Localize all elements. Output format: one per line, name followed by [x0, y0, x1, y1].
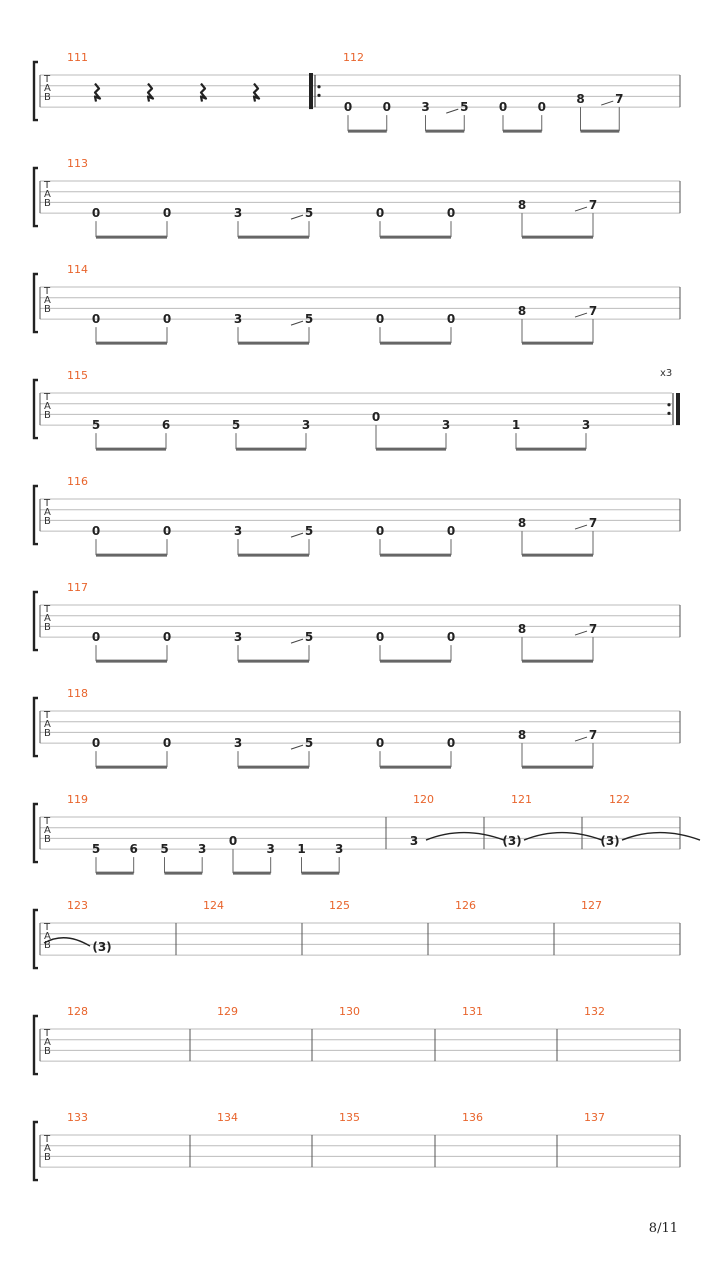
fret-number: 5 — [91, 842, 101, 857]
fret-number: 6 — [161, 418, 171, 433]
system-bracket — [34, 592, 38, 650]
measure-number: 122 — [609, 793, 630, 806]
system-bracket — [34, 380, 38, 438]
fret-number: 0 — [228, 834, 238, 849]
fret-number: 3 — [421, 100, 430, 115]
measure-number: 123 — [67, 899, 88, 912]
tab-letter-a: A — [44, 507, 51, 518]
fret-number: 0 — [375, 736, 385, 751]
measure-number: 127 — [581, 899, 602, 912]
fret-number: 8 — [517, 622, 527, 637]
fret-number: 7 — [588, 622, 598, 637]
tab-letter-b: B — [44, 1152, 51, 1163]
measure-number: 126 — [455, 899, 476, 912]
fret-number: 3 — [266, 842, 275, 857]
tab-letter-t: T — [44, 286, 51, 297]
system-bracket — [34, 804, 38, 862]
fret-number: 0 — [446, 630, 456, 645]
slide-line — [575, 313, 587, 317]
fret-number: 0 — [162, 312, 172, 327]
slide-line — [601, 101, 613, 105]
measure-number: 120 — [413, 793, 434, 806]
fret-number: 5 — [304, 312, 314, 327]
tab-letter-a: A — [44, 1037, 51, 1048]
fret-number: 3 — [233, 524, 243, 539]
fret-number: 0 — [162, 524, 172, 539]
measure-number: 125 — [329, 899, 350, 912]
tab-letter-t: T — [44, 604, 51, 615]
slide-line — [575, 207, 587, 211]
fret-number: 0 — [162, 736, 172, 751]
measure-number: 124 — [203, 899, 224, 912]
measure-number: 136 — [462, 1111, 483, 1124]
system-bracket — [34, 274, 38, 332]
fret-number: 5 — [91, 418, 101, 433]
system-bracket — [34, 486, 38, 544]
repeat-start-barline — [309, 73, 313, 109]
tab-letter-t: T — [44, 392, 51, 403]
tab-letter-t: T — [44, 1028, 51, 1039]
tied-fret-number: (3) — [92, 940, 112, 955]
fret-number: 7 — [588, 516, 598, 531]
quarter-rest-icon — [148, 84, 153, 102]
tab-letter-b: B — [44, 198, 51, 209]
fret-number: 0 — [91, 206, 101, 221]
fret-number: 0 — [537, 100, 546, 115]
tab-letter-t: T — [44, 816, 51, 827]
tab-letter-a: A — [44, 719, 51, 730]
measure-number: 118 — [67, 687, 88, 700]
fret-number: 8 — [517, 198, 527, 213]
slide-line — [291, 215, 303, 219]
tab-letter-t: T — [44, 1134, 51, 1145]
fret-number: 0 — [375, 206, 385, 221]
fret-number: 0 — [371, 410, 381, 425]
quarter-rest-icon — [95, 84, 100, 102]
fret-number: 0 — [375, 312, 385, 327]
tab-letter-a: A — [44, 825, 51, 836]
fret-number: 0 — [91, 312, 101, 327]
tab-letter-a: A — [44, 931, 51, 942]
system-bracket — [34, 168, 38, 226]
slide-line — [575, 525, 587, 529]
measure-number: 132 — [584, 1005, 605, 1018]
system-bracket — [34, 1122, 38, 1180]
fret-number: 5 — [460, 100, 469, 115]
fret-number: 3 — [301, 418, 311, 433]
tab-letter-b: B — [44, 728, 51, 739]
fret-number: 0 — [446, 736, 456, 751]
slide-line — [291, 533, 303, 537]
tab-letter-b: B — [44, 940, 51, 951]
tab-letter-b: B — [44, 516, 51, 527]
tied-fret-number: 3 — [409, 834, 419, 849]
measure-number: 112 — [343, 51, 364, 64]
system-bracket — [34, 62, 38, 120]
tie-arc — [524, 833, 602, 841]
page-number: 8/11 — [648, 1221, 678, 1236]
fret-number: 3 — [197, 842, 207, 857]
fret-number: 0 — [343, 100, 353, 115]
fret-number: 0 — [91, 736, 101, 751]
fret-number: 3 — [334, 842, 344, 857]
measure-number: 133 — [67, 1111, 88, 1124]
measure-number: 135 — [339, 1111, 360, 1124]
fret-number: 5 — [304, 206, 314, 221]
measure-number: 121 — [511, 793, 532, 806]
fret-number: 0 — [498, 100, 508, 115]
tab-letter-a: A — [44, 295, 51, 306]
measure-number: 128 — [67, 1005, 88, 1018]
fret-number: 0 — [446, 312, 456, 327]
fret-number: 3 — [441, 418, 451, 433]
fret-number: 8 — [517, 304, 527, 319]
fret-number: 0 — [375, 630, 385, 645]
slide-line — [291, 639, 303, 643]
repeat-dot — [667, 412, 670, 415]
quarter-rest-icon — [254, 84, 259, 102]
measure-number: 115 — [67, 369, 88, 382]
fret-number: 0 — [382, 100, 391, 115]
tab-letter-t: T — [44, 710, 51, 721]
tab-letter-a: A — [44, 1143, 51, 1154]
fret-number: 0 — [162, 206, 172, 221]
fret-number: 6 — [129, 842, 138, 857]
tab-letter-t: T — [44, 74, 51, 85]
slide-line — [291, 745, 303, 749]
tab-letter-a: A — [44, 401, 51, 412]
fret-number: 5 — [304, 524, 314, 539]
fret-number: 0 — [162, 630, 172, 645]
repeat-count: x3 — [660, 368, 673, 379]
tab-letter-b: B — [44, 410, 51, 421]
repeat-dot — [667, 403, 670, 406]
measure-number: 113 — [67, 157, 88, 170]
slide-line — [575, 737, 587, 741]
system-bracket — [34, 910, 38, 968]
fret-number: 3 — [233, 736, 243, 751]
tied-fret-number: (3) — [600, 834, 620, 849]
tie-arc — [426, 833, 504, 841]
fret-number: 3 — [233, 312, 243, 327]
measure-number: 111 — [67, 51, 88, 64]
tab-letter-b: B — [44, 92, 51, 103]
system-bracket — [34, 1016, 38, 1074]
measure-number: 137 — [584, 1111, 605, 1124]
tab-letter-b: B — [44, 834, 51, 845]
fret-number: 3 — [581, 418, 591, 433]
repeat-dot — [317, 85, 320, 88]
tie-arc — [622, 833, 700, 841]
fret-number: 8 — [517, 728, 527, 743]
tied-fret-number: (3) — [502, 834, 522, 849]
tab-letter-a: A — [44, 83, 51, 94]
fret-number: 0 — [375, 524, 385, 539]
tab-letter-t: T — [44, 922, 51, 933]
fret-number: 0 — [446, 206, 456, 221]
fret-number: 7 — [588, 728, 598, 743]
measure-number: 134 — [217, 1111, 238, 1124]
fret-number: 0 — [446, 524, 456, 539]
repeat-end-barline — [676, 393, 680, 425]
fret-number: 3 — [233, 206, 243, 221]
tab-letter-a: A — [44, 613, 51, 624]
slide-line — [575, 631, 587, 635]
measure-number: 117 — [67, 581, 88, 594]
fret-number: 1 — [297, 842, 306, 857]
fret-number: 0 — [91, 630, 101, 645]
tab-letter-b: B — [44, 622, 51, 633]
fret-number: 3 — [233, 630, 243, 645]
fret-number: 8 — [576, 92, 585, 107]
quarter-rest-icon — [201, 84, 206, 102]
measure-number: 119 — [67, 793, 88, 806]
fret-number: 7 — [588, 198, 598, 213]
measure-number: 131 — [462, 1005, 483, 1018]
measure-number: 130 — [339, 1005, 360, 1018]
fret-number: 7 — [588, 304, 598, 319]
slide-line — [446, 109, 458, 113]
tab-letter-t: T — [44, 180, 51, 191]
fret-number: 5 — [231, 418, 241, 433]
fret-number: 1 — [511, 418, 521, 433]
fret-number: 8 — [517, 516, 527, 531]
fret-number: 7 — [615, 92, 624, 107]
repeat-dot — [317, 94, 320, 97]
tab-letter-b: B — [44, 1046, 51, 1057]
fret-number: 5 — [160, 842, 169, 857]
fret-number: 5 — [304, 630, 314, 645]
slide-line — [291, 321, 303, 325]
tab-letter-b: B — [44, 304, 51, 315]
measure-number: 129 — [217, 1005, 238, 1018]
system-bracket — [34, 698, 38, 756]
fret-number: 0 — [91, 524, 101, 539]
measure-number: 116 — [67, 475, 88, 488]
measure-number: 114 — [67, 263, 88, 276]
fret-number: 5 — [304, 736, 314, 751]
tab-letter-t: T — [44, 498, 51, 509]
tab-letter-a: A — [44, 189, 51, 200]
